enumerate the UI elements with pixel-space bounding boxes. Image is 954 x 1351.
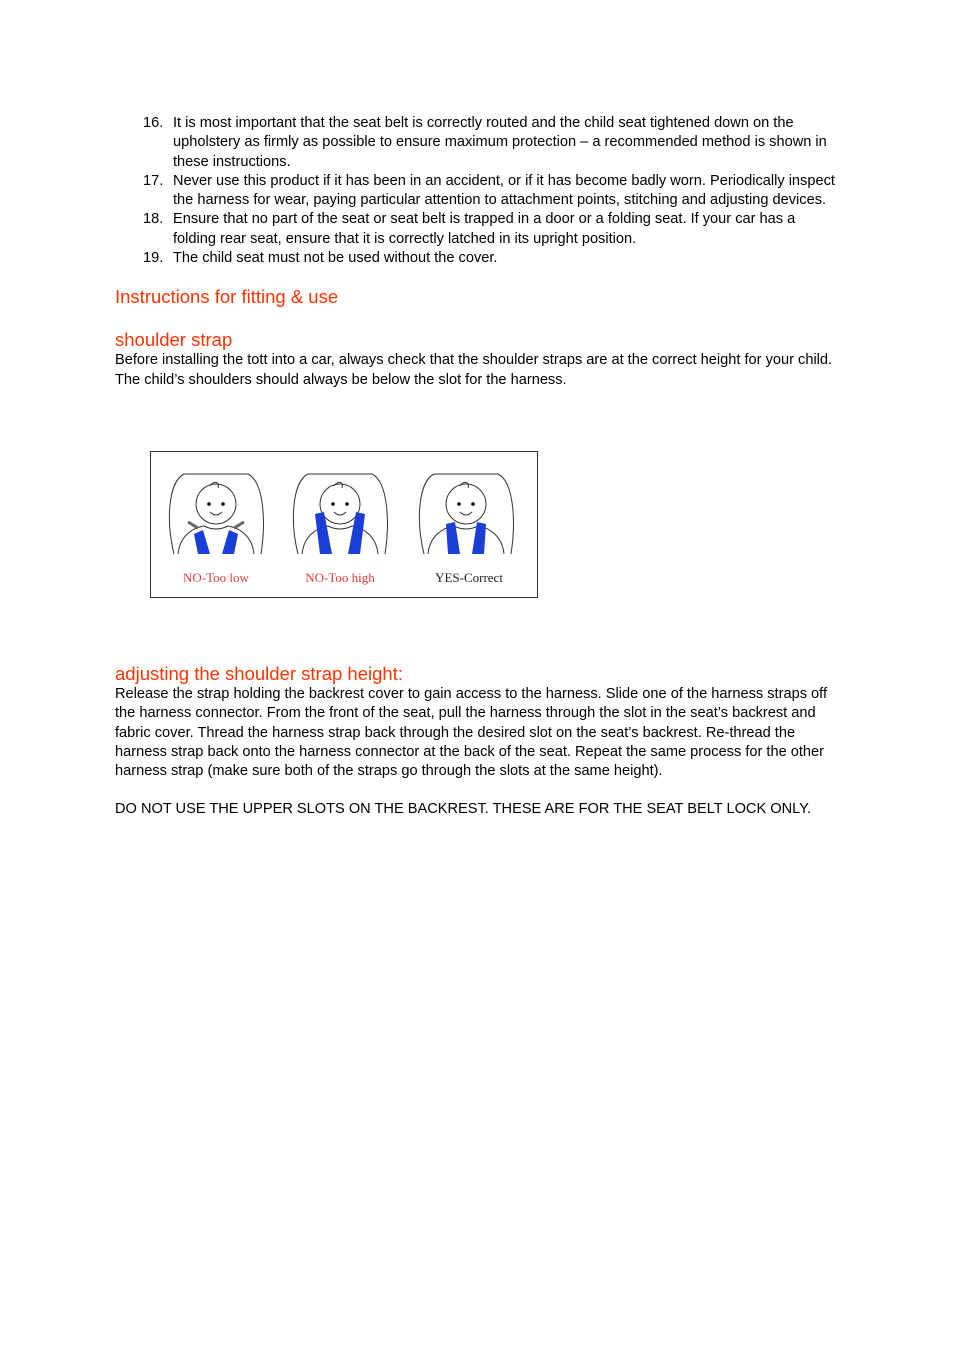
list-text: It is most important that the seat belt is correctly routed and the child seat tightened down on the upholstery as firmly as possible to ensure maximum protection – a recommended method is shown in these instructions. (173, 115, 827, 170)
document-page (115, 114, 839, 820)
shoulder-strap-heading: shoulder strap (115, 329, 233, 351)
list-text: The child seat must not be used without the cover. (173, 250, 498, 267)
caption-too-low: NO-Too low (183, 569, 249, 585)
shoulder-strap-text: Before installing the tott into a car, always check that the shoulder straps are at the correct height for your child. The child’s shoulders should always be below the slot for the harness. (115, 352, 833, 388)
caption-correct: YES-Correct (435, 569, 503, 585)
list-number: 18. (143, 211, 164, 228)
list-item (115, 210, 839, 249)
child-too-low-illustration (169, 474, 263, 554)
list-text: Never use this product if it has been in an accident, or if it has become badly worn. Periodically inspect the harness for wear, paying particular attention to attachment points, stitching and adjusting devices. (173, 172, 835, 209)
child-too-high-illustration (293, 474, 387, 554)
adjusting-text: Release the strap holding the backrest cover to gain access to the harness. Slide one of the harness straps off the harness connector. From the front of the seat, pull the harness through the slot in the seat’s backrest and fabric cover. Thread the harness strap back through the desired slot on the seat’s backrest. Re-thread the harness strap back onto the harness connector at the back of the seat. Repeat the same process for the other harness strap (make sure both of the straps go through the slots at the same height). (115, 685, 828, 780)
list-text: Ensure that no part of the seat or seat belt is trapped in a door or a folding seat. If your car has a folding rear seat, ensure that it is correctly latched in its upright position. (173, 211, 796, 247)
caption-too-high: NO-Too high (305, 569, 375, 585)
list-item (115, 114, 839, 172)
list-item (115, 172, 839, 211)
adjusting-heading: adjusting the shoulder strap height: (115, 662, 403, 684)
child-correct-illustration (419, 474, 513, 554)
warning-text: DO NOT USE THE UPPER SLOTS ON THE BACKREST. THESE ARE FOR THE SEAT BELT LOCK ONLY. (115, 801, 812, 818)
figure-area (115, 390, 839, 663)
harness-height-figure (150, 451, 538, 598)
instructions-heading: Instructions for fitting & use (115, 286, 339, 308)
list-number: 16. (143, 115, 164, 131)
numbered-list (115, 114, 839, 268)
list-item (115, 249, 839, 268)
list-number: 17. (143, 172, 164, 189)
list-number: 19. (143, 250, 164, 267)
